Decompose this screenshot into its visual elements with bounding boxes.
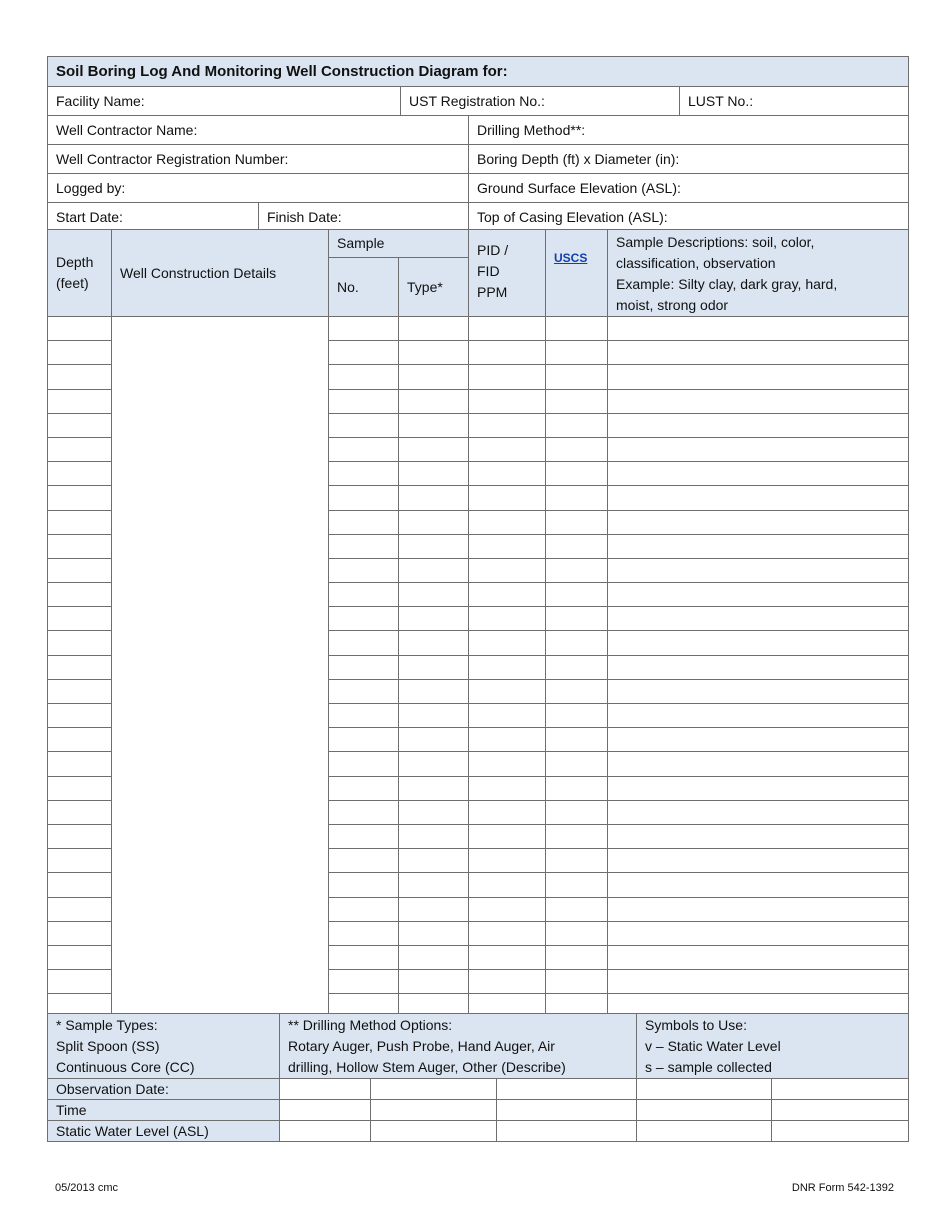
sample-no-cell[interactable] <box>329 921 399 945</box>
static-water-level-cell[interactable] <box>371 1121 497 1142</box>
well-contractor-registration-field[interactable]: Well Contractor Registration Number: <box>48 145 469 174</box>
symbols-legend <box>637 1014 909 1079</box>
description-cell[interactable] <box>608 849 909 873</box>
observation-date-cell[interactable] <box>371 1079 497 1100</box>
uscs-cell[interactable] <box>546 341 608 365</box>
sample-type-cell[interactable] <box>399 317 469 341</box>
pid-cell[interactable] <box>469 607 546 631</box>
description-cell[interactable] <box>608 317 909 341</box>
sample-type-cell[interactable] <box>399 897 469 921</box>
sample-type-cell[interactable] <box>399 631 469 655</box>
footer-date: 05/2013 cmc <box>55 1182 118 1194</box>
time-cell[interactable] <box>497 1100 637 1121</box>
sample-no-cell[interactable] <box>329 558 399 582</box>
sample-type-cell[interactable] <box>399 728 469 752</box>
sample-no-cell[interactable] <box>329 752 399 776</box>
sample-header: Sample <box>329 230 469 258</box>
sample-type-cell[interactable] <box>399 655 469 679</box>
sample-type-header: Type* <box>399 257 469 316</box>
pid-cell[interactable] <box>469 679 546 703</box>
boring-log-table <box>47 229 909 1039</box>
sample-no-cell[interactable] <box>329 389 399 413</box>
description-cell[interactable] <box>608 389 909 413</box>
description-cell[interactable] <box>608 945 909 969</box>
description-cell[interactable] <box>608 510 909 534</box>
uscs-cell[interactable] <box>546 897 608 921</box>
top-of-casing-field[interactable]: Top of Casing Elevation (ASL): <box>469 203 909 232</box>
uscs-cell[interactable] <box>546 679 608 703</box>
description-cell[interactable] <box>608 970 909 994</box>
depth-header <box>48 230 112 317</box>
sample-no-cell[interactable] <box>329 607 399 631</box>
symbol-static-water: v – Static Water Level <box>645 1038 781 1054</box>
pid-cell[interactable] <box>469 341 546 365</box>
sample-no-cell[interactable] <box>329 486 399 510</box>
depth-cell[interactable] <box>48 873 112 897</box>
finish-date-field[interactable]: Finish Date: <box>259 203 469 232</box>
pid-header <box>469 230 546 317</box>
ground-surface-elevation-field[interactable]: Ground Surface Elevation (ASL): <box>469 174 909 203</box>
description-cell[interactable] <box>608 655 909 679</box>
boring-depth-field[interactable]: Boring Depth (ft) x Diameter (in): <box>469 145 909 174</box>
time-cell[interactable] <box>371 1100 497 1121</box>
description-cell[interactable] <box>608 534 909 558</box>
sample-no-cell[interactable] <box>329 728 399 752</box>
depth-cell[interactable] <box>48 824 112 848</box>
pid-cell[interactable] <box>469 437 546 461</box>
uscs-cell[interactable] <box>546 873 608 897</box>
sample-type-cell[interactable] <box>399 510 469 534</box>
description-cell[interactable] <box>608 583 909 607</box>
description-cell[interactable] <box>608 462 909 486</box>
description-cell[interactable] <box>608 752 909 776</box>
sample-type-cell[interactable] <box>399 413 469 437</box>
depth-cell[interactable] <box>48 583 112 607</box>
uscs-cell[interactable] <box>546 607 608 631</box>
time-cell[interactable] <box>637 1100 772 1121</box>
sample-no-cell[interactable] <box>329 897 399 921</box>
sample-type-cell[interactable] <box>399 534 469 558</box>
depth-header-line2: (feet) <box>56 275 89 291</box>
description-cell[interactable] <box>608 607 909 631</box>
pid-cell[interactable] <box>469 510 546 534</box>
uscs-cell[interactable] <box>546 534 608 558</box>
log-row <box>48 317 909 341</box>
depth-cell[interactable] <box>48 970 112 994</box>
form-header-table <box>47 56 909 232</box>
sample-types-title: * Sample Types: <box>56 1017 158 1033</box>
sample-type-cell[interactable] <box>399 437 469 461</box>
start-date-field[interactable]: Start Date: <box>48 203 259 232</box>
sample-type-cell[interactable] <box>399 704 469 728</box>
description-cell[interactable] <box>608 824 909 848</box>
depth-cell[interactable] <box>48 945 112 969</box>
observation-date-cell[interactable] <box>280 1079 371 1100</box>
drilling-method-field[interactable]: Drilling Method**: <box>469 116 909 145</box>
symbol-sample-collected: s – sample collected <box>645 1059 772 1075</box>
sample-no-cell[interactable] <box>329 462 399 486</box>
desc-header-line2: classification, observation <box>616 255 776 271</box>
uscs-link[interactable]: USCS <box>554 251 588 265</box>
depth-cell[interactable] <box>48 655 112 679</box>
well-contractor-name-field[interactable]: Well Contractor Name: <box>48 116 469 145</box>
sample-type-cell[interactable] <box>399 776 469 800</box>
uscs-cell[interactable] <box>546 945 608 969</box>
uscs-cell[interactable] <box>546 800 608 824</box>
uscs-cell[interactable] <box>546 752 608 776</box>
time-cell[interactable] <box>772 1100 909 1121</box>
pid-cell[interactable] <box>469 970 546 994</box>
static-water-level-cell[interactable] <box>637 1121 772 1142</box>
sample-no-cell[interactable] <box>329 704 399 728</box>
sample-types-legend <box>48 1014 280 1079</box>
depth-cell[interactable] <box>48 413 112 437</box>
description-cell[interactable] <box>608 486 909 510</box>
depth-cell[interactable] <box>48 462 112 486</box>
depth-cell[interactable] <box>48 800 112 824</box>
pid-cell[interactable] <box>469 558 546 582</box>
sample-type-cell[interactable] <box>399 365 469 389</box>
sample-type-cell[interactable] <box>399 824 469 848</box>
description-cell[interactable] <box>608 365 909 389</box>
uscs-cell[interactable] <box>546 849 608 873</box>
pid-cell[interactable] <box>469 897 546 921</box>
description-cell[interactable] <box>608 631 909 655</box>
static-water-level-cell[interactable] <box>772 1121 909 1142</box>
sample-type-cell[interactable] <box>399 800 469 824</box>
depth-cell[interactable] <box>48 728 112 752</box>
uscs-header <box>546 230 608 317</box>
pid-cell[interactable] <box>469 389 546 413</box>
description-cell[interactable] <box>608 921 909 945</box>
time-label: Time <box>48 1100 280 1121</box>
pid-cell[interactable] <box>469 824 546 848</box>
well-construction-header: Well Construction Details <box>112 230 329 317</box>
pid-cell[interactable] <box>469 413 546 437</box>
pid-cell[interactable] <box>469 752 546 776</box>
ust-registration-field[interactable]: UST Registration No.: <box>401 87 680 116</box>
observation-date-cell[interactable] <box>637 1079 772 1100</box>
depth-cell[interactable] <box>48 486 112 510</box>
pid-cell[interactable] <box>469 945 546 969</box>
sample-no-cell[interactable] <box>329 631 399 655</box>
depth-cell[interactable] <box>48 679 112 703</box>
pid-cell[interactable] <box>469 704 546 728</box>
pid-cell[interactable] <box>469 534 546 558</box>
desc-header-line3: Example: Silty clay, dark gray, hard, <box>616 276 838 292</box>
static-water-level-cell[interactable] <box>280 1121 371 1142</box>
description-cell[interactable] <box>608 679 909 703</box>
sample-no-cell[interactable] <box>329 849 399 873</box>
legend-table <box>47 1013 909 1142</box>
depth-cell[interactable] <box>48 897 112 921</box>
sample-no-cell[interactable] <box>329 776 399 800</box>
sample-no-cell[interactable] <box>329 437 399 461</box>
description-cell[interactable] <box>608 437 909 461</box>
pid-cell[interactable] <box>469 631 546 655</box>
sample-type-cell[interactable] <box>399 486 469 510</box>
description-cell[interactable] <box>608 728 909 752</box>
depth-cell[interactable] <box>48 510 112 534</box>
description-cell[interactable] <box>608 704 909 728</box>
observation-date-cell[interactable] <box>772 1079 909 1100</box>
sample-no-cell[interactable] <box>329 873 399 897</box>
sample-type-cell[interactable] <box>399 341 469 365</box>
sample-no-cell[interactable] <box>329 824 399 848</box>
uscs-cell[interactable] <box>546 704 608 728</box>
uscs-cell[interactable] <box>546 510 608 534</box>
sample-no-cell[interactable] <box>329 510 399 534</box>
sample-type-cell[interactable] <box>399 607 469 631</box>
pid-cell[interactable] <box>469 921 546 945</box>
pid-cell[interactable] <box>469 462 546 486</box>
description-cell[interactable] <box>608 341 909 365</box>
sample-type-cell[interactable] <box>399 921 469 945</box>
depth-cell[interactable] <box>48 631 112 655</box>
depth-cell[interactable] <box>48 341 112 365</box>
drilling-method-line1: Rotary Auger, Push Probe, Hand Auger, Air <box>288 1038 555 1054</box>
sample-no-cell[interactable] <box>329 534 399 558</box>
well-detail-cell[interactable] <box>112 317 329 1039</box>
uscs-cell[interactable] <box>546 655 608 679</box>
pid-cell[interactable] <box>469 655 546 679</box>
depth-cell[interactable] <box>48 389 112 413</box>
pid-cell[interactable] <box>469 800 546 824</box>
drilling-method-line2: drilling, Hollow Stem Auger, Other (Describe) <box>288 1059 566 1075</box>
drilling-method-legend <box>280 1014 637 1079</box>
symbols-title: Symbols to Use: <box>645 1017 747 1033</box>
uscs-cell[interactable] <box>546 728 608 752</box>
pid-cell[interactable] <box>469 365 546 389</box>
sample-type-cell[interactable] <box>399 583 469 607</box>
uscs-cell[interactable] <box>546 631 608 655</box>
sample-type-cell[interactable] <box>399 945 469 969</box>
drilling-method-title: ** Drilling Method Options: <box>288 1017 453 1033</box>
pid-header-line3: PPM <box>477 284 508 300</box>
sample-no-cell[interactable] <box>329 655 399 679</box>
sample-no-cell[interactable] <box>329 679 399 703</box>
uscs-cell[interactable] <box>546 583 608 607</box>
depth-header-line1: Depth <box>56 254 94 270</box>
pid-cell[interactable] <box>469 317 546 341</box>
sample-no-cell[interactable] <box>329 945 399 969</box>
sample-no-cell[interactable] <box>329 365 399 389</box>
sample-type-cell[interactable] <box>399 873 469 897</box>
description-cell[interactable] <box>608 776 909 800</box>
pid-cell[interactable] <box>469 583 546 607</box>
uscs-cell[interactable] <box>546 486 608 510</box>
sample-no-cell[interactable] <box>329 317 399 341</box>
sample-type-cell[interactable] <box>399 389 469 413</box>
uscs-cell[interactable] <box>546 970 608 994</box>
depth-cell[interactable] <box>48 558 112 582</box>
description-cell[interactable] <box>608 873 909 897</box>
sample-no-header: No. <box>329 257 399 316</box>
uscs-cell[interactable] <box>546 389 608 413</box>
description-cell[interactable] <box>608 800 909 824</box>
uscs-cell[interactable] <box>546 317 608 341</box>
sample-type-cell[interactable] <box>399 970 469 994</box>
uscs-cell[interactable] <box>546 921 608 945</box>
depth-cell[interactable] <box>48 317 112 341</box>
pid-cell[interactable] <box>469 486 546 510</box>
pid-cell[interactable] <box>469 873 546 897</box>
uscs-cell[interactable] <box>546 776 608 800</box>
uscs-cell[interactable] <box>546 365 608 389</box>
sample-type-cell[interactable] <box>399 679 469 703</box>
desc-header-line4: moist, strong odor <box>616 297 729 313</box>
sample-type-cell[interactable] <box>399 849 469 873</box>
sample-no-cell[interactable] <box>329 413 399 437</box>
description-cell[interactable] <box>608 413 909 437</box>
uscs-cell[interactable] <box>546 413 608 437</box>
sample-no-cell[interactable] <box>329 583 399 607</box>
sample-descriptions-header <box>608 230 909 317</box>
pid-cell[interactable] <box>469 776 546 800</box>
sample-no-cell[interactable] <box>329 341 399 365</box>
sample-type-cc: Continuous Core (CC) <box>56 1059 195 1075</box>
description-cell[interactable] <box>608 558 909 582</box>
footer-form-number: DNR Form 542-1392 <box>791 1182 894 1194</box>
time-cell[interactable] <box>280 1100 371 1121</box>
depth-cell[interactable] <box>48 921 112 945</box>
sample-no-cell[interactable] <box>329 800 399 824</box>
observation-date-label: Observation Date: <box>48 1079 280 1100</box>
depth-cell[interactable] <box>48 534 112 558</box>
sample-type-ss: Split Spoon (SS) <box>56 1038 160 1054</box>
form-title: Soil Boring Log And Monitoring Well Construction Diagram for: <box>48 57 909 87</box>
logged-by-field[interactable]: Logged by: <box>48 174 469 203</box>
static-water-level-cell[interactable] <box>497 1121 637 1142</box>
depth-cell[interactable] <box>48 752 112 776</box>
depth-cell[interactable] <box>48 365 112 389</box>
observation-date-cell[interactable] <box>497 1079 637 1100</box>
depth-cell[interactable] <box>48 607 112 631</box>
pid-cell[interactable] <box>469 728 546 752</box>
uscs-cell[interactable] <box>546 462 608 486</box>
uscs-cell[interactable] <box>546 558 608 582</box>
sample-type-cell[interactable] <box>399 752 469 776</box>
uscs-cell[interactable] <box>546 824 608 848</box>
pid-header-line2: FID <box>477 263 500 279</box>
depth-cell[interactable] <box>48 704 112 728</box>
depth-cell[interactable] <box>48 776 112 800</box>
sample-type-cell[interactable] <box>399 462 469 486</box>
depth-cell[interactable] <box>48 437 112 461</box>
static-water-level-label: Static Water Level (ASL) <box>48 1121 280 1142</box>
uscs-cell[interactable] <box>546 437 608 461</box>
lust-no-field[interactable]: LUST No.: <box>680 87 909 116</box>
sample-type-cell[interactable] <box>399 558 469 582</box>
sample-no-cell[interactable] <box>329 970 399 994</box>
description-cell[interactable] <box>608 897 909 921</box>
depth-cell[interactable] <box>48 849 112 873</box>
facility-name-field[interactable]: Facility Name: <box>48 87 401 116</box>
pid-cell[interactable] <box>469 849 546 873</box>
pid-header-line1: PID / <box>477 242 509 258</box>
desc-header-line1: Sample Descriptions: soil, color, <box>616 234 815 250</box>
